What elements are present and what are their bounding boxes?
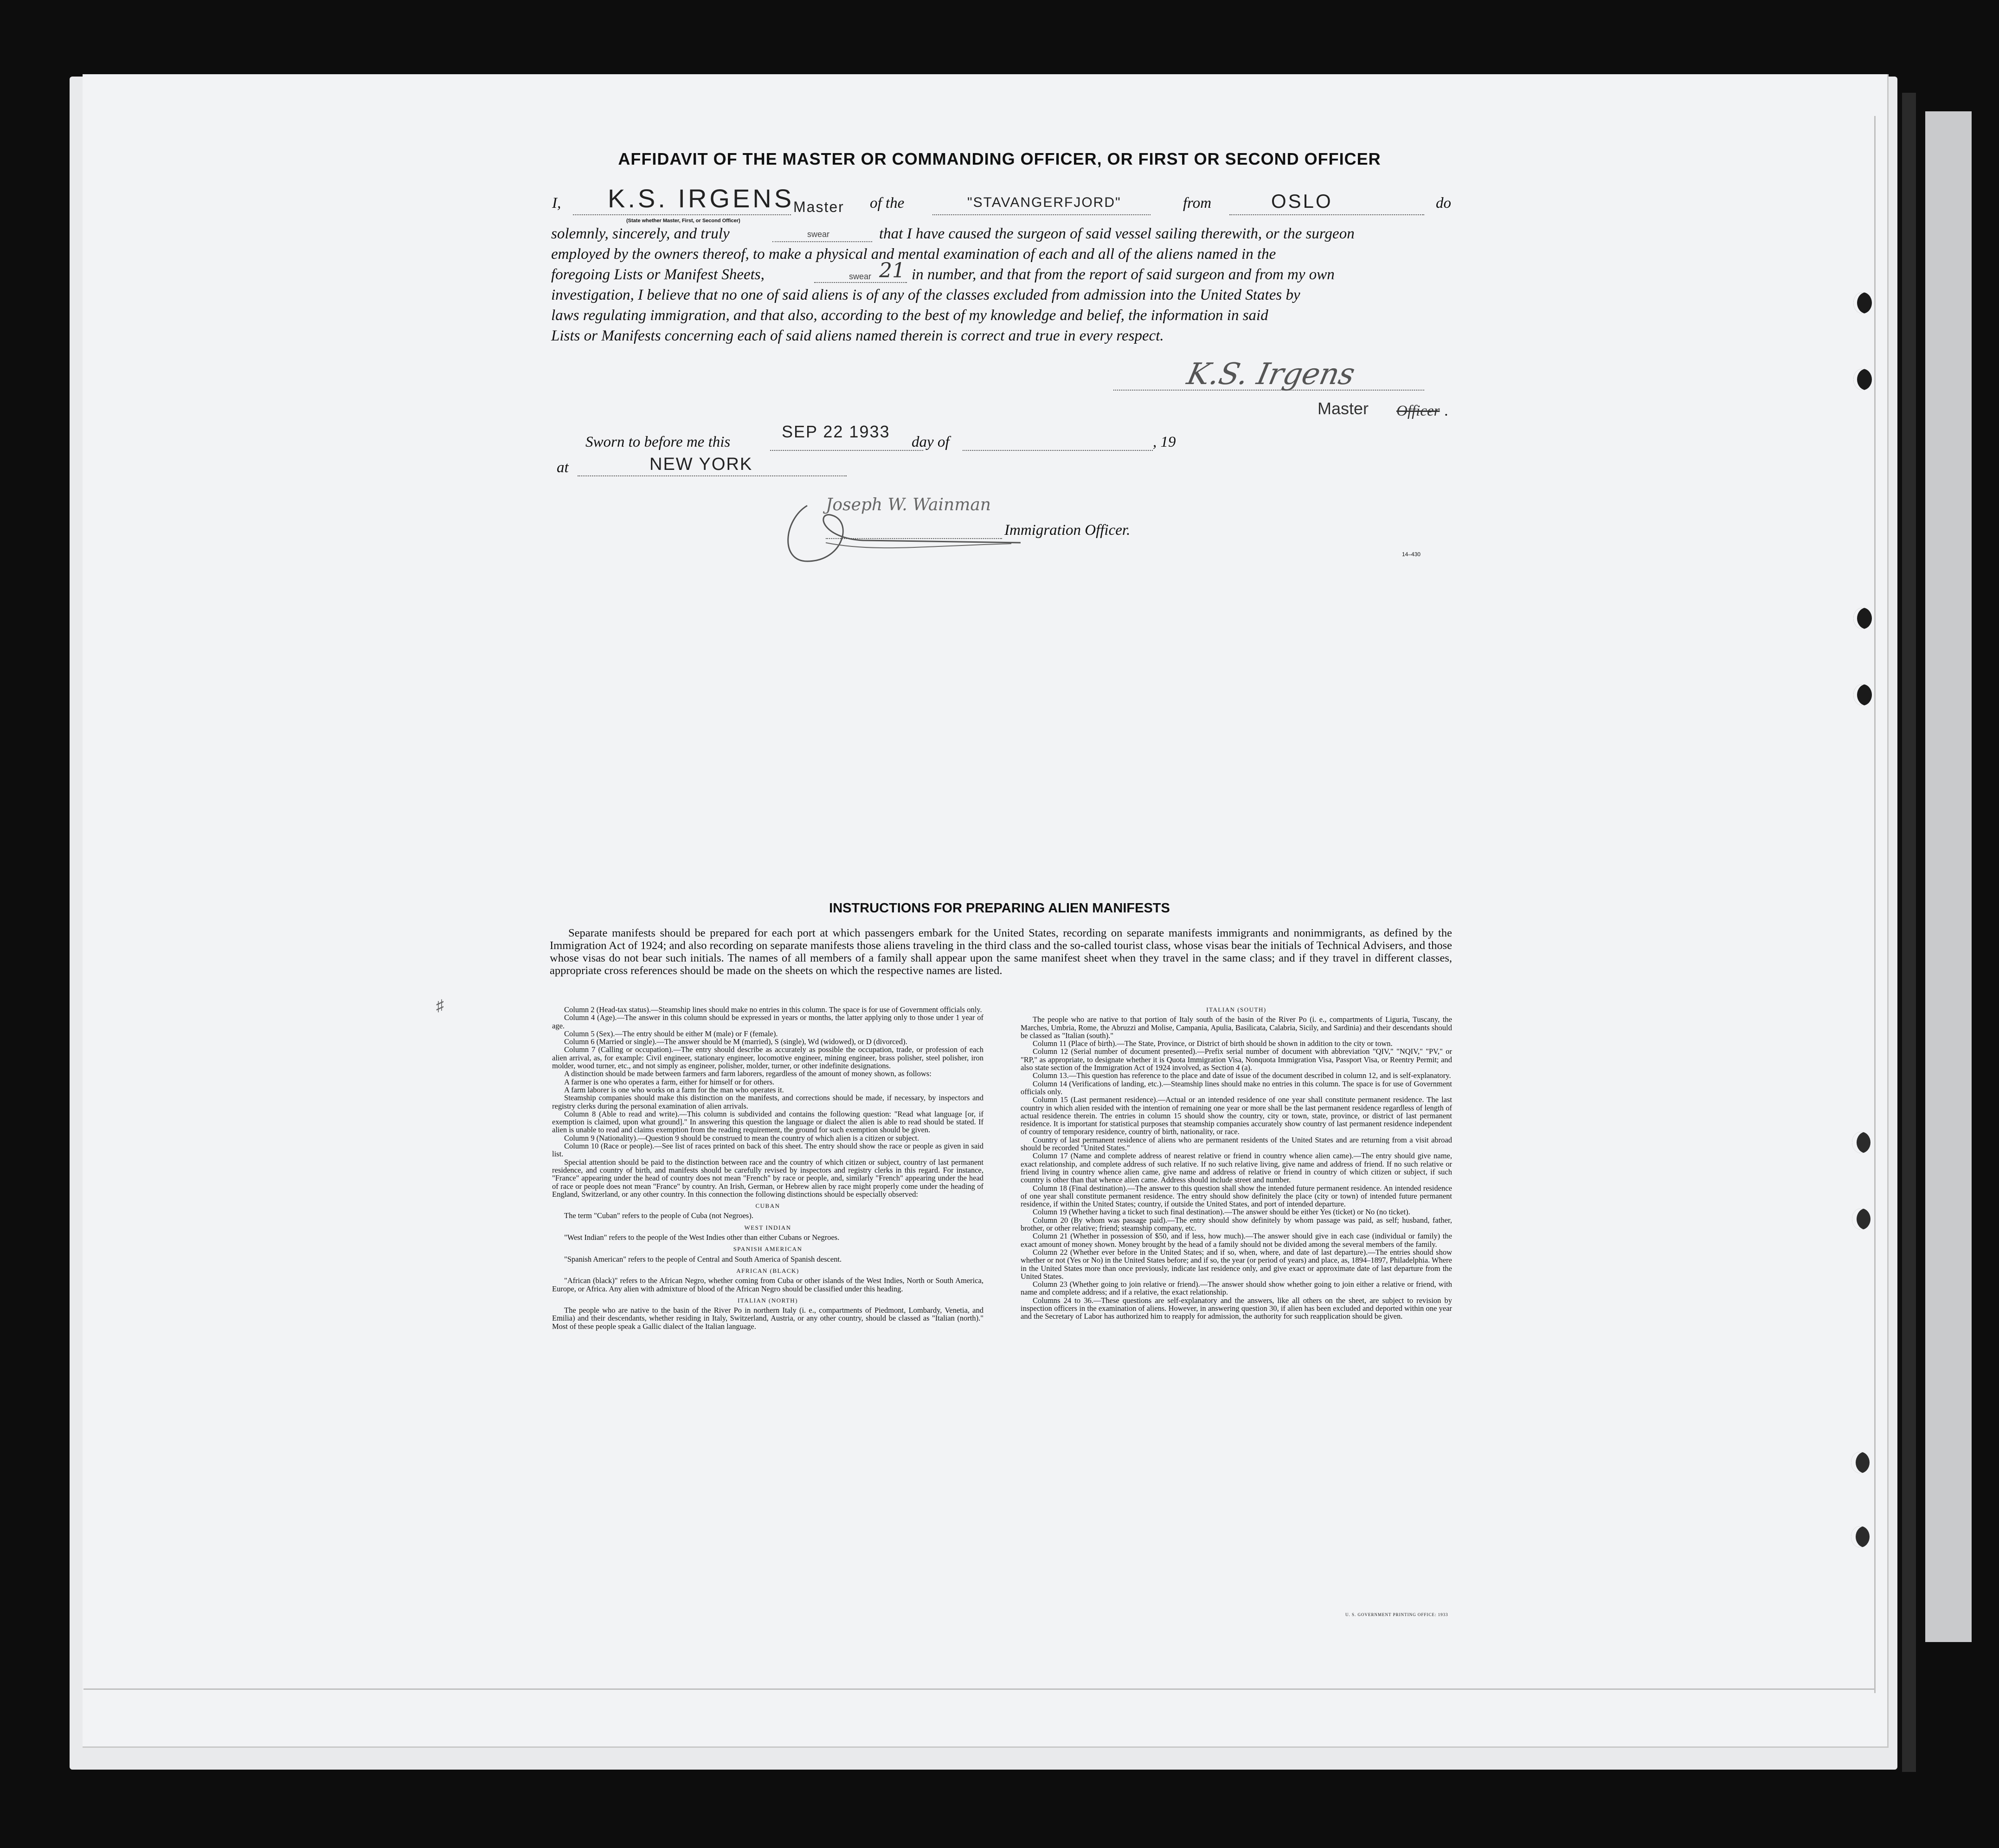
struck-officer-word: Officer (1396, 403, 1440, 419)
punch-hole (1853, 684, 1872, 706)
instruction-paragraph: Column 2 (Head-tax status).—Steamship lines should make no entries in this column. The space is for use of Government officials only. (564, 1005, 982, 1014)
margin-mark: ♯ (436, 997, 444, 1014)
instruction-paragraph: Column 6 (Married or single).—The answer should be M (married), S (single), Wd (widowed), or D (divorced). (564, 1037, 907, 1046)
day-of-label: day of (912, 434, 950, 450)
instruction-paragraph: Country of last permanent residence of aliens who are permanent residents of the United States and are returning from a visit abroad should be recorded "United States." (1021, 1135, 1452, 1153)
printer-credit: U. S. GOVERNMENT PRINTING OFFICE: 1933 (1345, 1612, 1448, 1617)
instruction-paragraph: Column 21 (Whether in possession of $50, and if less, how much).—The answer should give in each case (individual or family) the exact amount of money shown. Money brought by the head of a family should not be divided among the several members of the family. (1021, 1232, 1452, 1249)
instruction-paragraph: Column 19 (Whether having a ticket to such final destination).—The answer should be either Yes (ticket) or No (no ticket). (1033, 1207, 1410, 1217)
instruction-paragraph: Columns 24 to 36.—These questions are self-explanatory and the answers, like all others on the sheet, are subject to revision by inspection officers in the examination of aliens. However, in answering question 30, if alien has been excluded and deported within one year and the Secretary of Labor has authorized him to reapply for admission, the authority for such reapplication should be given. (1021, 1296, 1452, 1321)
instruction-paragraph: A distinction should be made between farmers and farm laborers, regardless of the amount of money shown, as follows: (564, 1069, 932, 1078)
instruction-paragraph: Column 9 (Nationality).—Question 9 should be construed to mean the country of which alien is a citizen or subject. (564, 1133, 919, 1142)
year-prefix: , 19 (1153, 434, 1176, 450)
instruction-paragraph: Column 4 (Age).—The answer in this column should be expressed in years or months, the latter applying only to those under 1 year of age. (552, 1013, 983, 1030)
adjacent-page-edge (1925, 111, 1972, 1642)
do-label: do (1436, 195, 1451, 212)
instruction-paragraph: Column 8 (Able to read and write).—This column is subdivided and contains the following question: "Read what language [or, if exemption is claimed, upon what ground]." In answering this question the language or dialect the alien is able to read should be stated. If alien is unable to read and claims exemption from the reading requirement, the ground for such exemption should be given. (552, 1109, 983, 1135)
port-name: OSLO (1271, 190, 1333, 212)
officer-signature: Joseph W. Wainman (826, 495, 991, 514)
instruction-paragraph: Column 23 (Whether going to join relative or friend).—The answer should show whether going to join either a relative or friend, with name and complete address; and if a relative, the exact relationship. (1021, 1280, 1452, 1297)
instruction-paragraph: The people who are native to that portion of Italy south of the basin of the River Po (i. e., compartments of Liguria, Tuscany, the Marches, Umbria, Rome, the Abruzzi and Molise, Campania, Apulia, Basilicata, Calabria, Sicily, and Sardinia) and their descendants should be classed as "Italian (south)." (1021, 1015, 1452, 1040)
swear-stamp: swear (807, 230, 830, 239)
instructions-right-column (1021, 1006, 1452, 1321)
instruction-paragraph: "African (black)" refers to the African Negro, whether coming from Cuba or other islands of the West Indies, North or South America, Europe, or Africa. Any alien with admixture of blood of the African Negro should be classified under this heading. (552, 1276, 983, 1293)
instruction-paragraph: Column 18 (Final destination).—The answer to this question shall show the intended future permanent residence. An intended residence of one year shall constitute permanent residence. The entry should show definitely the place (city or town) of intended future permanent residence, if within the United States; country, if outside the United States, and port of intended departure. (1021, 1183, 1452, 1209)
section-heading: WEST INDIAN (744, 1224, 791, 1231)
punch-hole (1853, 608, 1872, 629)
affidavit-line-4b: in number, and that from the report of said surgeon and from my own (912, 266, 1335, 283)
master-title-stamp: Master (793, 199, 844, 215)
place-line (578, 475, 847, 476)
instruction-paragraph: Column 10 (Race or people).—See list of races printed on back of this sheet. The entry should show the race or people as given in said list. (552, 1142, 983, 1159)
affidavit-line-5: investigation, I believe that no one of said aliens is of any of the classes excluded from admission into the United States by (551, 287, 1300, 303)
instruction-paragraph: Column 14 (Verifications of landing, etc.).—Steamship lines should make no entries in this column. The space is for use of Government officials only. (1021, 1079, 1452, 1096)
affidavit-line-2a: solemnly, sincerely, and truly (551, 225, 730, 242)
master-name: K.S. IRGENS (608, 184, 795, 213)
form-number: 14–430 (1402, 551, 1421, 558)
instruction-paragraph: A farmer is one who operates a farm, either for himself or for others. (564, 1077, 775, 1086)
from-label: from (1183, 195, 1212, 212)
section-heading: ITALIAN (SOUTH) (1206, 1006, 1266, 1013)
vessel-line (932, 214, 1151, 215)
punch-hole (1851, 1526, 1870, 1547)
officer-line (826, 538, 1002, 539)
swear-stamp-2: swear (849, 272, 872, 281)
place-stamp: NEW YORK (649, 455, 753, 474)
punch-hole (1853, 292, 1872, 314)
section-heading: SPANISH AMERICAN (733, 1245, 803, 1253)
officer-rank-note: (State whether Master, First, or Second Officer) (626, 218, 740, 224)
instruction-paragraph: Column 13.—This question has reference to the place and date of issue of the document described in column 12, and is self-explanatory. (1033, 1071, 1451, 1080)
i-label: I, (552, 195, 561, 212)
instruction-paragraph: Column 5 (Sex).—The entry should be either M (male) or F (female). (564, 1029, 778, 1038)
punch-hole (1852, 1132, 1870, 1153)
at-label: at (557, 459, 569, 476)
sworn-label: Sworn to before me this (585, 434, 731, 450)
instruction-paragraph: Column 20 (By whom was passage paid).—The entry should show definitely by whom passage was paid, as self; husband, father, brother, or other relative; friend; steamship company, etc. (1021, 1215, 1452, 1233)
instruction-paragraph: Column 22 (Whether ever before in the United States; and if so, when, where, and date of last departure).—The entries should show whether or not (Yes or No) in the United States before; and if so, the year (or period of years) and place, as, 1894–1897, Philadelphia. Where in the United States more than once previously, indicate last residence only, and give exact or approximate date of last departure from the United States. (1021, 1247, 1453, 1281)
instructions-intro: Separate manifests should be prepared for each port at which passengers embark for the United States, recording on separate manifests immigrants and nonimmigrants, as defined by the Immigration Act of 1924; and also recording on separate manifests those aliens traveling in the third class and the so-called tourist class, whose visas bear the initials of Technical Advisers, and those whose visas do not bear such initials. The names of all members of a family shall appear upon the same manifest sheet when they travel in the same class; and if they travel in different classes, appropriate cross references should be made on the sheets on which the respective names are listed. (550, 927, 1452, 977)
affidavit-line-2b: that I have caused the surgeon of said vessel sailing therewith, or the surgeon (879, 225, 1355, 242)
master-signature: K.S. Irgens (1184, 357, 1358, 391)
instruction-paragraph: Column 17 (Name and complete address of nearest relative or friend in country whence alien came).—The entry should give name, exact relationship, and complete address of such relative. If no such relative living, give name and address of friend. If no such relative or friend living in country whence alien came, give name and address of relative or friend in country of which citizen or subject, if such country is other than that whence alien came. Address should include street and number. (1021, 1151, 1452, 1185)
section-heading: AFRICAN (BLACK) (736, 1267, 799, 1274)
section-heading: CUBAN (755, 1202, 780, 1210)
section-heading: ITALIAN (NORTH) (737, 1296, 798, 1304)
vessel-name: "STAVANGERFJORD" (967, 195, 1121, 210)
sheet-count: 21 (879, 259, 905, 282)
punch-hole (1852, 1208, 1870, 1230)
signer-title: Master (1318, 399, 1369, 418)
signer-title-period: . (1445, 403, 1449, 419)
punch-hole (1853, 369, 1872, 390)
sworn-date-stamp: SEP 22 1933 (782, 422, 890, 441)
swear-line (772, 241, 872, 242)
instruction-paragraph: Column 15 (Last permanent residence).—Actual or an intended residence of one year shall constitute permanent residence. The last country in which alien resided with the intention of remaining one year or more shall be the last permanent residence regardless of length of actual residence therein. The entries in column 15 should show the country, city or town, state, province, or district of last permanent residence. It is important for statistical purposes that steamship companies accurately show country of last permanent residence independent of country of temporary residence, country of birth, nationality, or race. (1021, 1095, 1452, 1136)
instructions-title: INSTRUCTIONS FOR PREPARING ALIEN MANIFESTS (829, 901, 1170, 916)
instructions-left-column (552, 1006, 983, 1330)
instruction-paragraph: A farm laborer is one who works on a farm for the man who operates it. (564, 1085, 784, 1094)
month-line (963, 450, 1153, 451)
sworn-date-line (770, 450, 923, 451)
port-line (1229, 214, 1424, 215)
affidavit-title: AFFIDAVIT OF THE MASTER OR COMMANDING OFFICER, OR FIRST OR SECOND OFFICER (618, 149, 1381, 168)
affidavit-line-6: laws regulating immigration, and that also, according to the best of my knowledge and belief, the information in said (551, 307, 1268, 324)
instruction-paragraph: The term "Cuban" refers to the people of Cuba (not Negroes). (564, 1211, 753, 1220)
instruction-paragraph: "Spanish American" refers to the people of Central and South America of Spanish descent. (564, 1254, 842, 1264)
instruction-paragraph: Steamship companies should make this distinction on the manifests, and corrections should be made, if necessary, by inspectors and registry clerks during the personal examination of alien arrivals. (552, 1093, 983, 1110)
page-edge-line (84, 1688, 1874, 1690)
immigration-officer-title: Immigration Officer. (1004, 522, 1131, 539)
instruction-paragraph: "West Indian" refers to the people of the West Indies other than either Cubans or Negroes. (564, 1233, 840, 1242)
name-line (573, 214, 791, 215)
binding-strip (1902, 93, 1916, 1772)
affidavit-line-7: Lists or Manifests concerning each of said aliens named therein is correct and true in every respect. (551, 327, 1164, 344)
affidavit-line-3: employed by the owners thereof, to make a physical and mental examination of each and all of the aliens named in the (551, 246, 1276, 263)
punch-hole (1851, 1452, 1870, 1473)
instruction-paragraph: Column 11 (Place of birth).—The State, Province, or District of birth should be shown in addition to the city or town. (1033, 1039, 1393, 1048)
instruction-paragraph: Column 12 (Serial number of document presented).—Prefix serial number of document with abbreviation "QIV," "NQIV," "PV," or "RP," as appropriate, to designate whether it is Quota Immigration Visa, Nonquota Immigration Visa, Passport Visa, or Reentry Permit; and also state section of the Immigration Act of 1924 involved, as Section 4 (a). (1021, 1047, 1452, 1072)
instruction-paragraph: Column 7 (Calling or occupation).—The entry should describe as accurately as possible the occupation, trade, or profession of each alien arrival, as, for example: Civil engineer, stationary engineer, locomotive engineer, mining engineer, brass polisher, steel polisher, iron molder, wood turner, etc., and not simply as engineer, polisher, molder, turner, or other indefinite designations. (552, 1045, 983, 1071)
of-the-label: of the (870, 195, 905, 212)
instruction-paragraph: Special attention should be paid to the distinction between race and the country of which citizen or subject, country of last permanent residence, and country of birth, and manifests should be carefully revised by inspectors and registry clerks in this regard. For instance, "France" appearing under the head of country does not mean "French" by race or people, and, similarly "French" appearing under the head of race or people does not mean "France" by country. An Irish, German, or Hebrew alien by race might properly come under the heading of England, Switzerland, or any other country. In this connection the following distinctions should be especially observed: (552, 1157, 983, 1199)
affidavit-line-4a: foregoing Lists or Manifest Sheets, (551, 266, 765, 283)
instruction-paragraph: The people who are native to the basin of the River Po in northern Italy (i. e., compartments of Piedmont, Lombardy, Venetia, and Emilia) and their descendants, whether residing in Italy, Switzerland, Austria, or any other country, should be classed as "Italian (north)." Most of these people speak a Gallic dialect of the Italian language. (552, 1306, 983, 1331)
